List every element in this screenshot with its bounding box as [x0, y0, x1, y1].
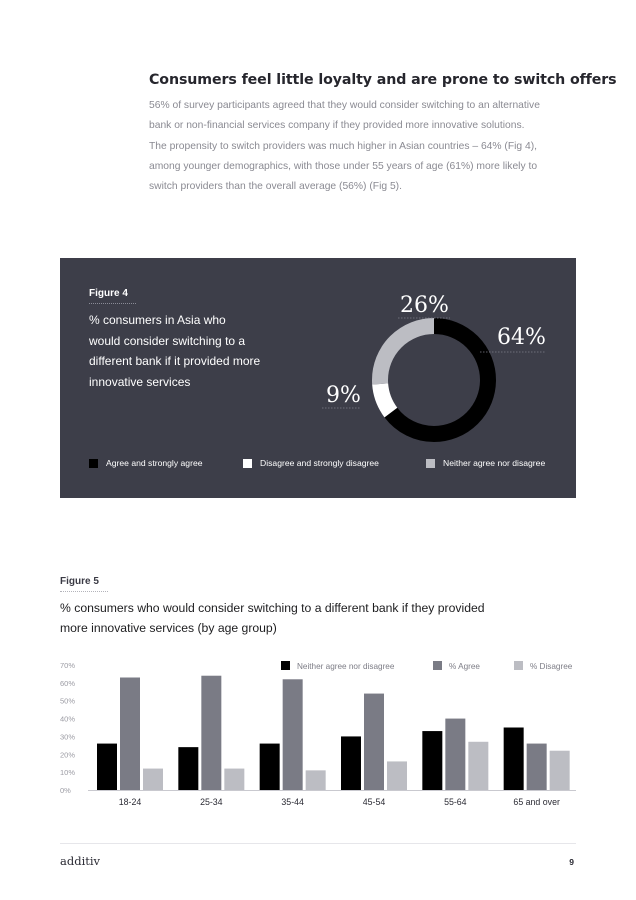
- bar-55-64-2: [468, 742, 488, 790]
- figure-5-divider: [60, 591, 108, 592]
- bar-55-64-1: [445, 719, 465, 790]
- figure-4-title-line: % consumers in Asia who: [89, 313, 226, 327]
- bar-35-44-1: [283, 679, 303, 790]
- intro-line: among younger demographics, with those under 55 years of age (61%) more likely to: [149, 160, 538, 172]
- legend-swatch-disagree: [243, 459, 252, 468]
- y-tick-label: 50%: [60, 696, 76, 706]
- y-tick-label: 30%: [60, 732, 76, 742]
- bar-25-34-0: [178, 747, 198, 790]
- donut-value-label: 9%: [326, 383, 361, 408]
- figure-4-title-line: innovative services: [89, 374, 191, 389]
- intro-line: switch providers than the overall average (56%) (Fig 5).: [149, 181, 402, 193]
- legend-label-0: Neither agree nor disagree: [297, 662, 395, 671]
- bar-18-24-0: [97, 744, 117, 790]
- donut-ring: [380, 326, 488, 434]
- y-tick-label: 70%: [60, 661, 76, 670]
- figure-5-title-line: % consumers who would consider switching to a different bank if they provided: [60, 601, 485, 615]
- y-tick-label: 60%: [60, 678, 76, 688]
- y-tick-label: 0%: [60, 786, 71, 795]
- legend-swatch-2: [514, 661, 523, 670]
- legend-label-2: % Disagree: [530, 662, 573, 671]
- bar-45-54-2: [387, 761, 407, 790]
- brand-logo: additiv: [60, 854, 101, 868]
- bar-65 and over-1: [527, 744, 547, 790]
- figure-5-title: [60, 598, 485, 638]
- figure-4-label: Figure 4: [89, 288, 128, 299]
- x-tick-label: 55-64: [444, 797, 467, 807]
- bar-35-44-2: [306, 770, 326, 790]
- legend-label-agree: Agree and strongly agree: [106, 458, 203, 468]
- legend-item-neither: [426, 458, 545, 468]
- x-tick-label: 35-44: [281, 797, 304, 807]
- intro-line: bank or non-financial services company if they provided more innovative solutions.: [149, 120, 525, 132]
- bar-65 and over-0: [504, 728, 524, 791]
- intro-line: The propensity to switch providers was much higher in Asian countries – 64% (Fig 4),: [149, 140, 538, 152]
- donut-value-label: 64%: [497, 325, 546, 350]
- x-tick-label: 18-24: [118, 797, 142, 807]
- legend-swatch-neither: [426, 459, 435, 468]
- figure-5-label: Figure 5: [60, 576, 99, 587]
- legend-swatch-1: [433, 661, 442, 670]
- figure-5-title-line: more innovative services (by age group): [60, 621, 277, 635]
- legend-label-disagree: Disagree and strongly disagree: [260, 458, 379, 468]
- legend-swatch-0: [281, 661, 290, 670]
- y-tick-label: 40%: [60, 714, 76, 724]
- intro-paragraph: [149, 96, 589, 197]
- x-tick-label: 45-54: [362, 797, 386, 807]
- bar-35-44-0: [260, 744, 280, 790]
- bar-18-24-2: [143, 769, 163, 790]
- y-tick-label: 20%: [60, 750, 76, 760]
- legend-swatch-agree: [89, 459, 98, 468]
- bar-25-34-1: [201, 676, 221, 790]
- bar-18-24-1: [120, 678, 140, 791]
- bar-45-54-1: [364, 694, 384, 790]
- legend-item-agree: [89, 458, 203, 468]
- figure-4-panel: [60, 258, 576, 498]
- footer-divider: [60, 843, 576, 844]
- bar-65 and over-2: [550, 751, 570, 790]
- x-tick-label: 65 and over: [513, 797, 560, 807]
- figure-4-title-line: would consider switching to a: [89, 333, 246, 348]
- bar-25-34-2: [224, 769, 244, 790]
- legend-item-disagree: [243, 458, 379, 468]
- y-tick-label: 10%: [60, 768, 76, 778]
- page-number: 9: [569, 857, 574, 867]
- x-tick-label: 25-34: [200, 797, 223, 807]
- legend-label-neither: Neither agree nor disagree: [443, 458, 546, 468]
- section-heading: Consumers feel little loyalty and are prone to switch offers: [149, 72, 617, 88]
- legend-label-1: % Agree: [449, 662, 480, 671]
- figure-4-title-line: different bank if it provided more: [89, 354, 261, 368]
- intro-line: 56% of survey participants agreed that they would consider switching to an alternative: [149, 100, 540, 111]
- bar-45-54-0: [341, 736, 361, 790]
- bar-55-64-0: [422, 731, 442, 790]
- donut-value-label: 26%: [400, 293, 449, 318]
